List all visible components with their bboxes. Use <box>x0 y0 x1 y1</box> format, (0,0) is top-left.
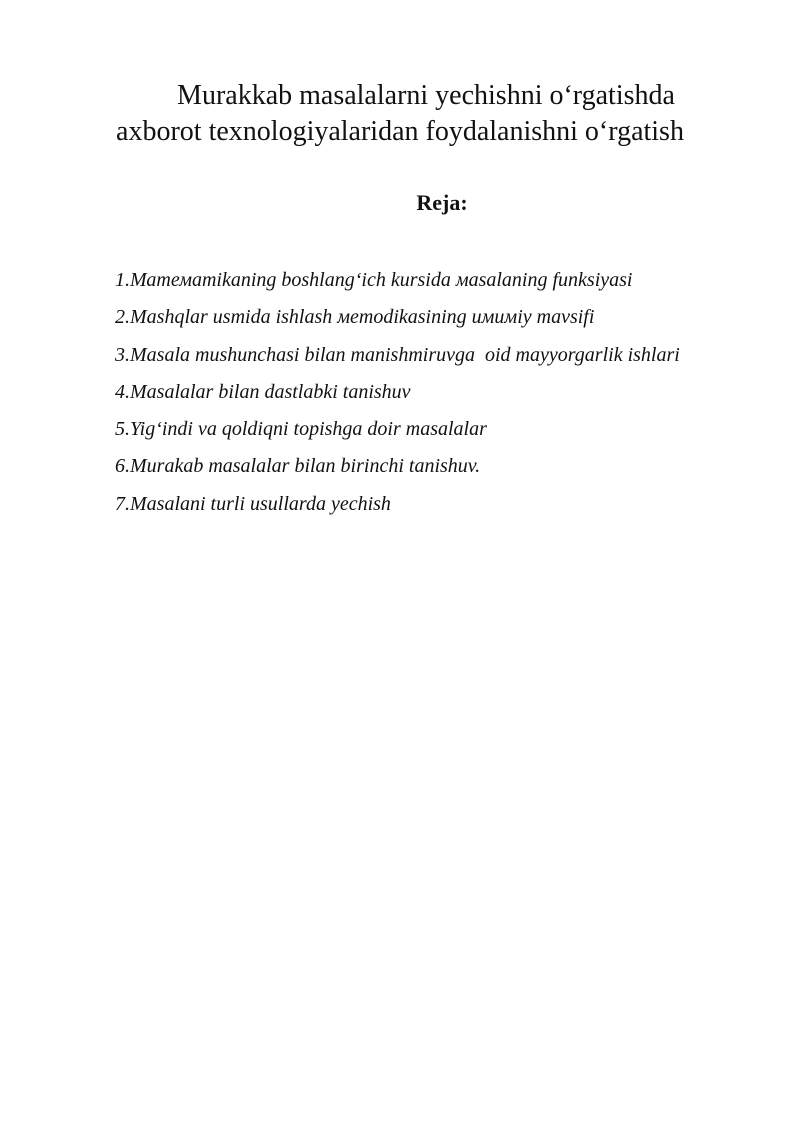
plan-heading: Reja: <box>416 190 468 215</box>
plan-item-6: 6.Murakab masalalar bilan birinchi tanishuv. <box>115 455 481 478</box>
title-line-2: axborot texnologiyalaridan foydalanishni o‘rgatish <box>116 116 684 147</box>
title-line-1: Murakkab masalalarni yechishni o‘rgatishda <box>177 80 675 111</box>
plan-item-5: 5.Yig‘indi va qoldiqni topishga doir masalalar <box>115 418 487 441</box>
plan-item-3: 3.Masala mushunchasi bilan manishmiruvga oid mayyorgarlik ishlari <box>115 343 680 366</box>
plan-item-1: 1.Матемamikaning boshlang‘ich kursida мasalaning funksiyasi <box>115 269 633 291</box>
plan-item-7: 7.Masalani turli usullarda yechish <box>115 492 391 515</box>
document-title <box>60 78 740 150</box>
plan-item-2: 2.Mashqlar usmida ishlash меmodikasining имимiy mavsifi <box>115 306 595 329</box>
plan-item-4: 4.Masalalar bilan dastlabki tanishuv <box>115 380 411 403</box>
plan-list <box>115 262 775 523</box>
